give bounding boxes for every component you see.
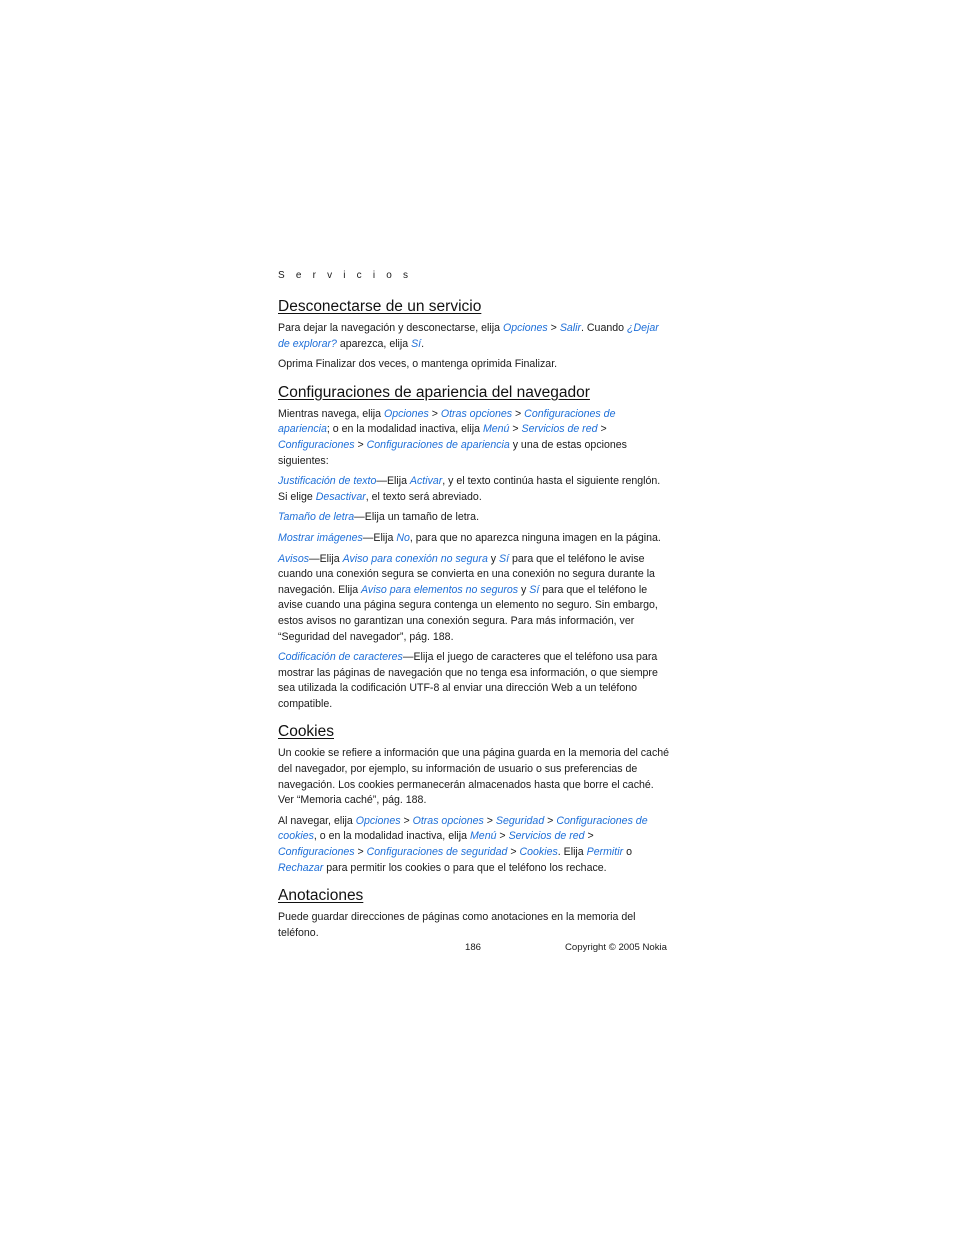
section-body [278, 321, 670, 373]
menu-path-term: Aviso para elementos no seguros [361, 583, 519, 596]
text-run: para que el teléfono le avise cuando una conexión segura se convierta en una conexión no segura durante la navegación. Elija [278, 552, 655, 596]
menu-path-term: Opciones [502, 322, 548, 334]
menu-path-term: Otras opciones [440, 407, 513, 420]
menu-path-term: ¿Dejar de explorar? [278, 322, 659, 350]
text-run: Para dejar la navegación y desconectarse, elija [278, 322, 503, 334]
menu-path-term: Opciones [355, 814, 401, 827]
text-run: —Elija [376, 475, 410, 488]
menu-path-term: Activar [409, 475, 443, 488]
text-run: > [483, 814, 496, 827]
menu-path-term: Menú [469, 830, 497, 843]
text-run: > [547, 322, 560, 334]
menu-path-term: Configuraciones [278, 438, 355, 451]
menu-path-term: Sí [499, 552, 510, 565]
section-body [278, 746, 670, 876]
section-desconectarse [278, 297, 670, 373]
text-run: > [507, 846, 520, 859]
section-body [278, 407, 670, 713]
menu-path-term: Desactivar [315, 490, 366, 503]
menu-path-term: Salir [559, 322, 582, 334]
paragraph [278, 910, 670, 941]
menu-path-term: Servicios de red [521, 423, 598, 436]
text-run: > [544, 814, 557, 827]
text-run: > [400, 814, 413, 827]
text-run: . Cuando [581, 322, 627, 334]
menu-path-term: Configuraciones de apariencia [366, 438, 510, 451]
paragraph [278, 650, 670, 712]
text-run: o [623, 846, 632, 859]
menu-path-term: Configuraciones [278, 846, 355, 859]
text-run: —Elija [362, 531, 397, 544]
paragraph [278, 510, 670, 526]
page-number: 186 [465, 942, 482, 953]
section-title: Anotaciones [278, 887, 364, 905]
menu-path-term: Servicios de red [508, 830, 585, 843]
copyright-notice: Copyright © 2005 Nokia [565, 942, 667, 953]
text-run: > [584, 830, 594, 843]
text-run: Oprima Finalizar dos veces, o mantenga oprimida Finalizar. [278, 358, 558, 371]
text-run: Puede guardar direcciones de páginas como anotaciones en la memoria del teléfono. [278, 911, 636, 939]
section-cookies [278, 722, 670, 876]
text-run: Al navegar, elija [278, 814, 356, 827]
menu-path-term: Configuraciones de cookies [278, 814, 648, 843]
section-apariencia [278, 383, 670, 713]
text-run: aparezca, elija [336, 337, 412, 350]
menu-path-term: Otras opciones [412, 814, 484, 827]
menu-path-term: Tamaño de letra [278, 511, 355, 524]
text-run: Un cookie se refiere a información que una página guarda en la memoria del caché del navegador, por ejemplo, su información de usuario o sus preferencias de navegación. Los cookies permanecerán almacenados hasta que borre el caché. Ver “Memoria caché”, pág. 188. [278, 747, 670, 807]
text-run: . [421, 337, 425, 350]
text-run: > [597, 423, 607, 436]
text-run: —Elija [309, 552, 343, 565]
paragraph [278, 552, 670, 646]
text-run: —Elija el juego de caracteres que el teléfono usa para mostrar las páginas de navegación que no tenga esa información, o que siempre sea utilizada la codificación UTF-8 al enviar una dirección Web a un teléfono compatible. [278, 651, 658, 710]
text-run: , o en la modalidad inactiva, elija [313, 830, 470, 843]
text-run: > [428, 407, 441, 420]
menu-path-term: Mostrar imágenes [278, 531, 363, 544]
text-run: Mientras navega, elija [278, 407, 384, 420]
text-run: para permitir los cookies o para que el teléfono los rechace. [323, 861, 607, 874]
section-body [278, 910, 670, 941]
running-head: S e r v i c i o s [278, 270, 413, 281]
text-run: , y el texto continúa hasta el siguiente renglón. Si elige [278, 475, 661, 503]
text-run: > [354, 438, 367, 451]
page-content [278, 270, 670, 951]
menu-path-term: Opciones [384, 407, 429, 420]
menu-path-term: Justificación de texto [278, 475, 377, 488]
text-run: para que el teléfono le avise cuando una página segura contenga un elemento no seguro. Sin embargo, estos avisos no garantizan una conexión segura. Para más información, ver “Seguridad del navegador”, pág. 188. [278, 583, 658, 643]
text-run: > [496, 830, 509, 843]
text-run: > [512, 407, 525, 420]
menu-path-term: Permitir [586, 846, 624, 859]
text-run: , para que no aparezca ninguna imagen en la página. [409, 531, 661, 544]
paragraph [278, 531, 670, 547]
section-title: Cookies [278, 723, 334, 741]
paragraph [278, 321, 670, 352]
menu-path-term: Avisos [278, 552, 310, 565]
paragraph [278, 814, 670, 876]
menu-path-term: No [396, 531, 410, 544]
text-run: . Elija [557, 846, 587, 859]
text-run: > [509, 423, 522, 436]
text-run: y [487, 552, 500, 565]
text-run: ; o en la modalidad inactiva, elija [326, 423, 483, 436]
paragraph [278, 746, 670, 808]
paragraph [278, 474, 670, 505]
text-run: —Elija un tamaño de letra. [354, 511, 480, 524]
section-anotaciones [278, 886, 670, 941]
text-run: y una de estas opciones siguientes: [278, 438, 627, 467]
menu-path-term: Menú [482, 423, 510, 436]
section-title: Configuraciones de apariencia del navegador [278, 383, 590, 401]
menu-path-term: Cookies [519, 846, 558, 859]
menu-path-term: Configuraciones de apariencia [278, 407, 616, 436]
menu-path-term: Aviso para conexión no segura [342, 552, 488, 565]
text-run: , el texto será abreviado. [365, 490, 482, 503]
text-run: > [354, 846, 367, 859]
menu-path-term: Sí [411, 337, 422, 350]
section-title: Desconectarse de un servicio [278, 298, 482, 315]
paragraph [278, 357, 670, 373]
menu-path-term: Rechazar [278, 861, 324, 874]
menu-path-term: Configuraciones de seguridad [366, 846, 508, 859]
paragraph [278, 407, 670, 469]
menu-path-term: Codificación de caracteres [278, 651, 403, 664]
text-run: y [518, 583, 530, 596]
menu-path-term: Seguridad [495, 814, 545, 827]
menu-path-term: Sí [529, 583, 540, 596]
